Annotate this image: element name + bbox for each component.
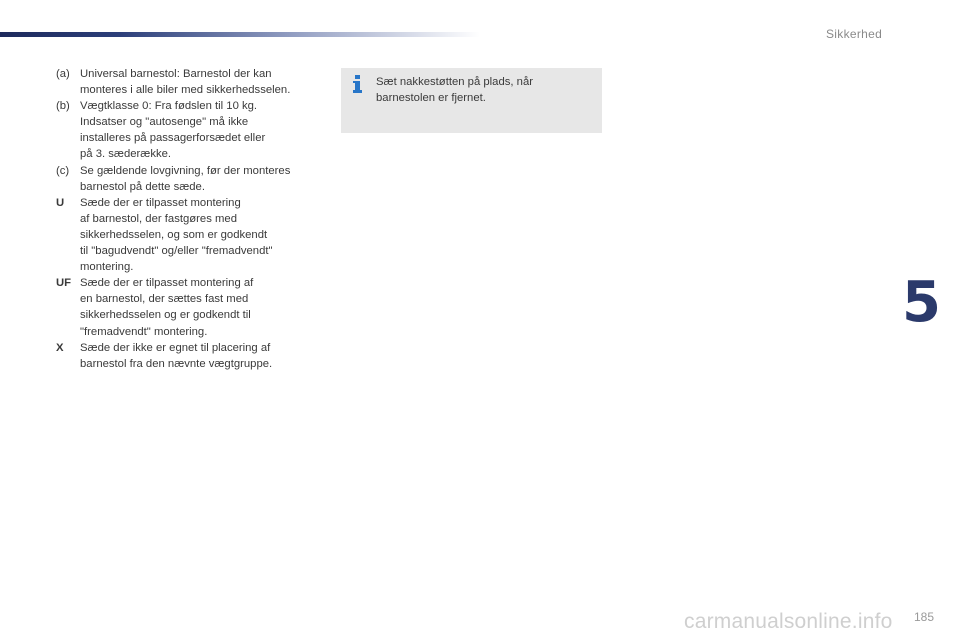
info-icon [352,75,363,93]
info-box [341,68,602,133]
page-number: 185 [914,610,935,624]
legend-text: Sæde der er tilpasset montering af en barnestol, der sættes fast med sikkerhedsselen og er godkendt til "fremadvendt" montering. [80,277,254,338]
watermark: carmanualsonline.info [684,610,893,633]
seat-legend-list [56,66,326,372]
legend-key: (c) [56,164,70,177]
legend-item-u [56,195,326,275]
section-title: Sikkerhed [826,27,883,41]
legend-text: Sæde der ikke er egnet til placering af barnestol fra den nævnte vægtgruppe. [80,341,273,370]
legend-key: (b) [56,100,70,113]
legend-text: Sæde der er tilpasset montering af barnestol, der fastgøres med sikkerhedsselen, og som er godkendt til "bagudvendt" og/eller "fremadvendt" montering. [80,196,273,274]
legend-key: UF [56,277,72,290]
info-text: Sæt nakkestøtten på plads, når barnestolen er fjernet. [376,76,533,104]
legend-item-a [56,66,326,98]
chapter-number: 5 [902,270,941,335]
legend-item-x [56,340,326,372]
legend-item-c [56,163,326,195]
legend-item-uf [56,275,326,339]
legend-key: U [56,196,65,209]
header-gradient-bar [0,32,480,37]
legend-key: X [56,341,64,354]
legend-text: Universal barnestol: Barnestol der kan monteres i alle biler med sikkerhedsselen. [80,68,291,97]
legend-item-b [56,98,326,162]
legend-text: Vægtklasse 0: Fra fødslen til 10 kg. Indsatser og "autosenge" må ikke installeres på passagerforsædet eller på 3. sæderække. [80,100,266,161]
legend-key: (a) [56,68,70,80]
legend-text: Se gældende lovgivning, før der monteres barnestol på dette sæde. [80,164,291,193]
